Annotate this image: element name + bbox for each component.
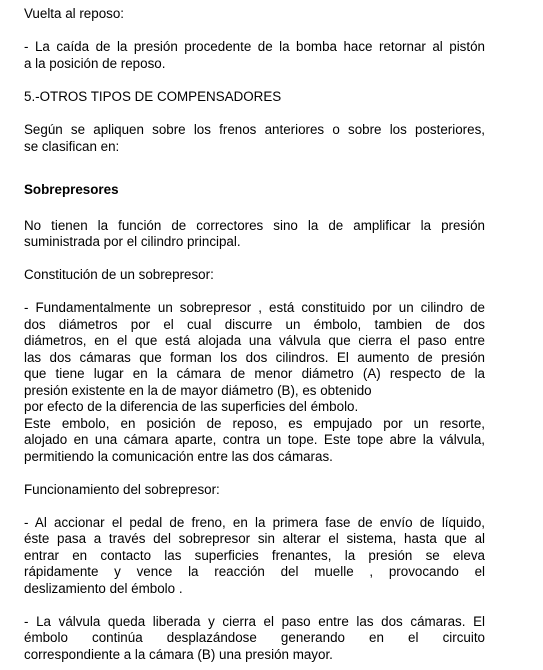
paragraph-clasificacion-line-1: Según se apliquen sobre los frenos anteriores o sobre los posteriores, <box>24 122 485 137</box>
paragraph-funcion-line-2: suministrada por el cilindro principal. <box>24 234 241 249</box>
paragraph-caida-presion-line-2: a la posición de reposo. <box>24 56 166 71</box>
paragraph-clasificacion-line-2: se clasifican en: <box>24 139 120 154</box>
subheading-sobrepresores: Sobrepresores <box>24 182 119 197</box>
paragraph-valvula-line-2: émbolo continúa desplazándose generando en el circuito <box>24 630 485 645</box>
paragraph-constitucion-line-7: por efecto de la diferencia de las superficies del émbolo. <box>24 399 359 414</box>
paragraph-constitucion-line-8: Este embolo, en posición de reposo, es empujado por un resorte, <box>24 416 485 431</box>
paragraph-constitucion-line-4: las dos cámaras que forman los dos cilindros. El aumento de presión <box>24 350 485 365</box>
paragraph-constitucion-line-2: dos diámetros por el cual discurre un émbolo, tambien de dos <box>24 317 485 332</box>
paragraph-caida-presion-line-1: - La caída de la presión procedente de la bomba hace retornar al pistón <box>24 39 485 54</box>
heading-vuelta-al-reposo: Vuelta al reposo: <box>24 6 124 21</box>
paragraph-funcionamiento-line-2: éste pasa a través del sobrepresor sin alterar el sistema, hasta que al <box>24 531 485 546</box>
paragraph-constitucion-line-9: alojado en una cámara aparte, contra un tope. Este tope abre la válvula, <box>24 432 485 447</box>
paragraph-funcionamiento-line-3: entrar en contacto las superficies frenantes, la presión se eleva <box>24 548 485 563</box>
heading-constitucion: Constitución de un sobrepresor: <box>24 267 214 282</box>
paragraph-funcionamiento-line-4: rápidamente y vence la reacción del muelle , provocando el <box>24 564 485 579</box>
paragraph-constitucion-line-1: - Fundamentalmente un sobrepresor , está constituido por un cilindro de <box>24 300 485 315</box>
section-heading-otros-tipos: 5.-OTROS TIPOS DE COMPENSADORES <box>24 89 282 104</box>
paragraph-valvula-line-1: - La válvula queda liberada y cierra el paso entre las dos cámaras. El <box>24 614 485 629</box>
paragraph-constitucion-line-5: que tiene lugar en la cámara de menor diámetro (A) respecto de la <box>24 366 485 381</box>
paragraph-valvula-line-3: correspondiente a la cámara (B) una presión mayor. <box>24 647 333 662</box>
paragraph-funcionamiento-line-5: deslizamiento del émbolo . <box>24 581 183 596</box>
paragraph-funcion-line-1: No tienen la función de correctores sino la de amplificar la presión <box>24 218 485 233</box>
paragraph-constitucion-line-6: presión existente en la de mayor diámetro (B), es obtenido <box>24 383 372 398</box>
paragraph-constitucion-line-3: diámetros, en el que está alojada una válvula que cierra el paso entre <box>24 333 485 348</box>
paragraph-constitucion-line-10: permitiendo la comunicación entre las dos cámaras. <box>24 449 333 464</box>
paragraph-funcionamiento-line-1: - Al accionar el pedal de freno, en la primera fase de envío de líquido, <box>24 515 485 530</box>
heading-funcionamiento: Funcionamiento del sobrepresor: <box>24 482 220 497</box>
